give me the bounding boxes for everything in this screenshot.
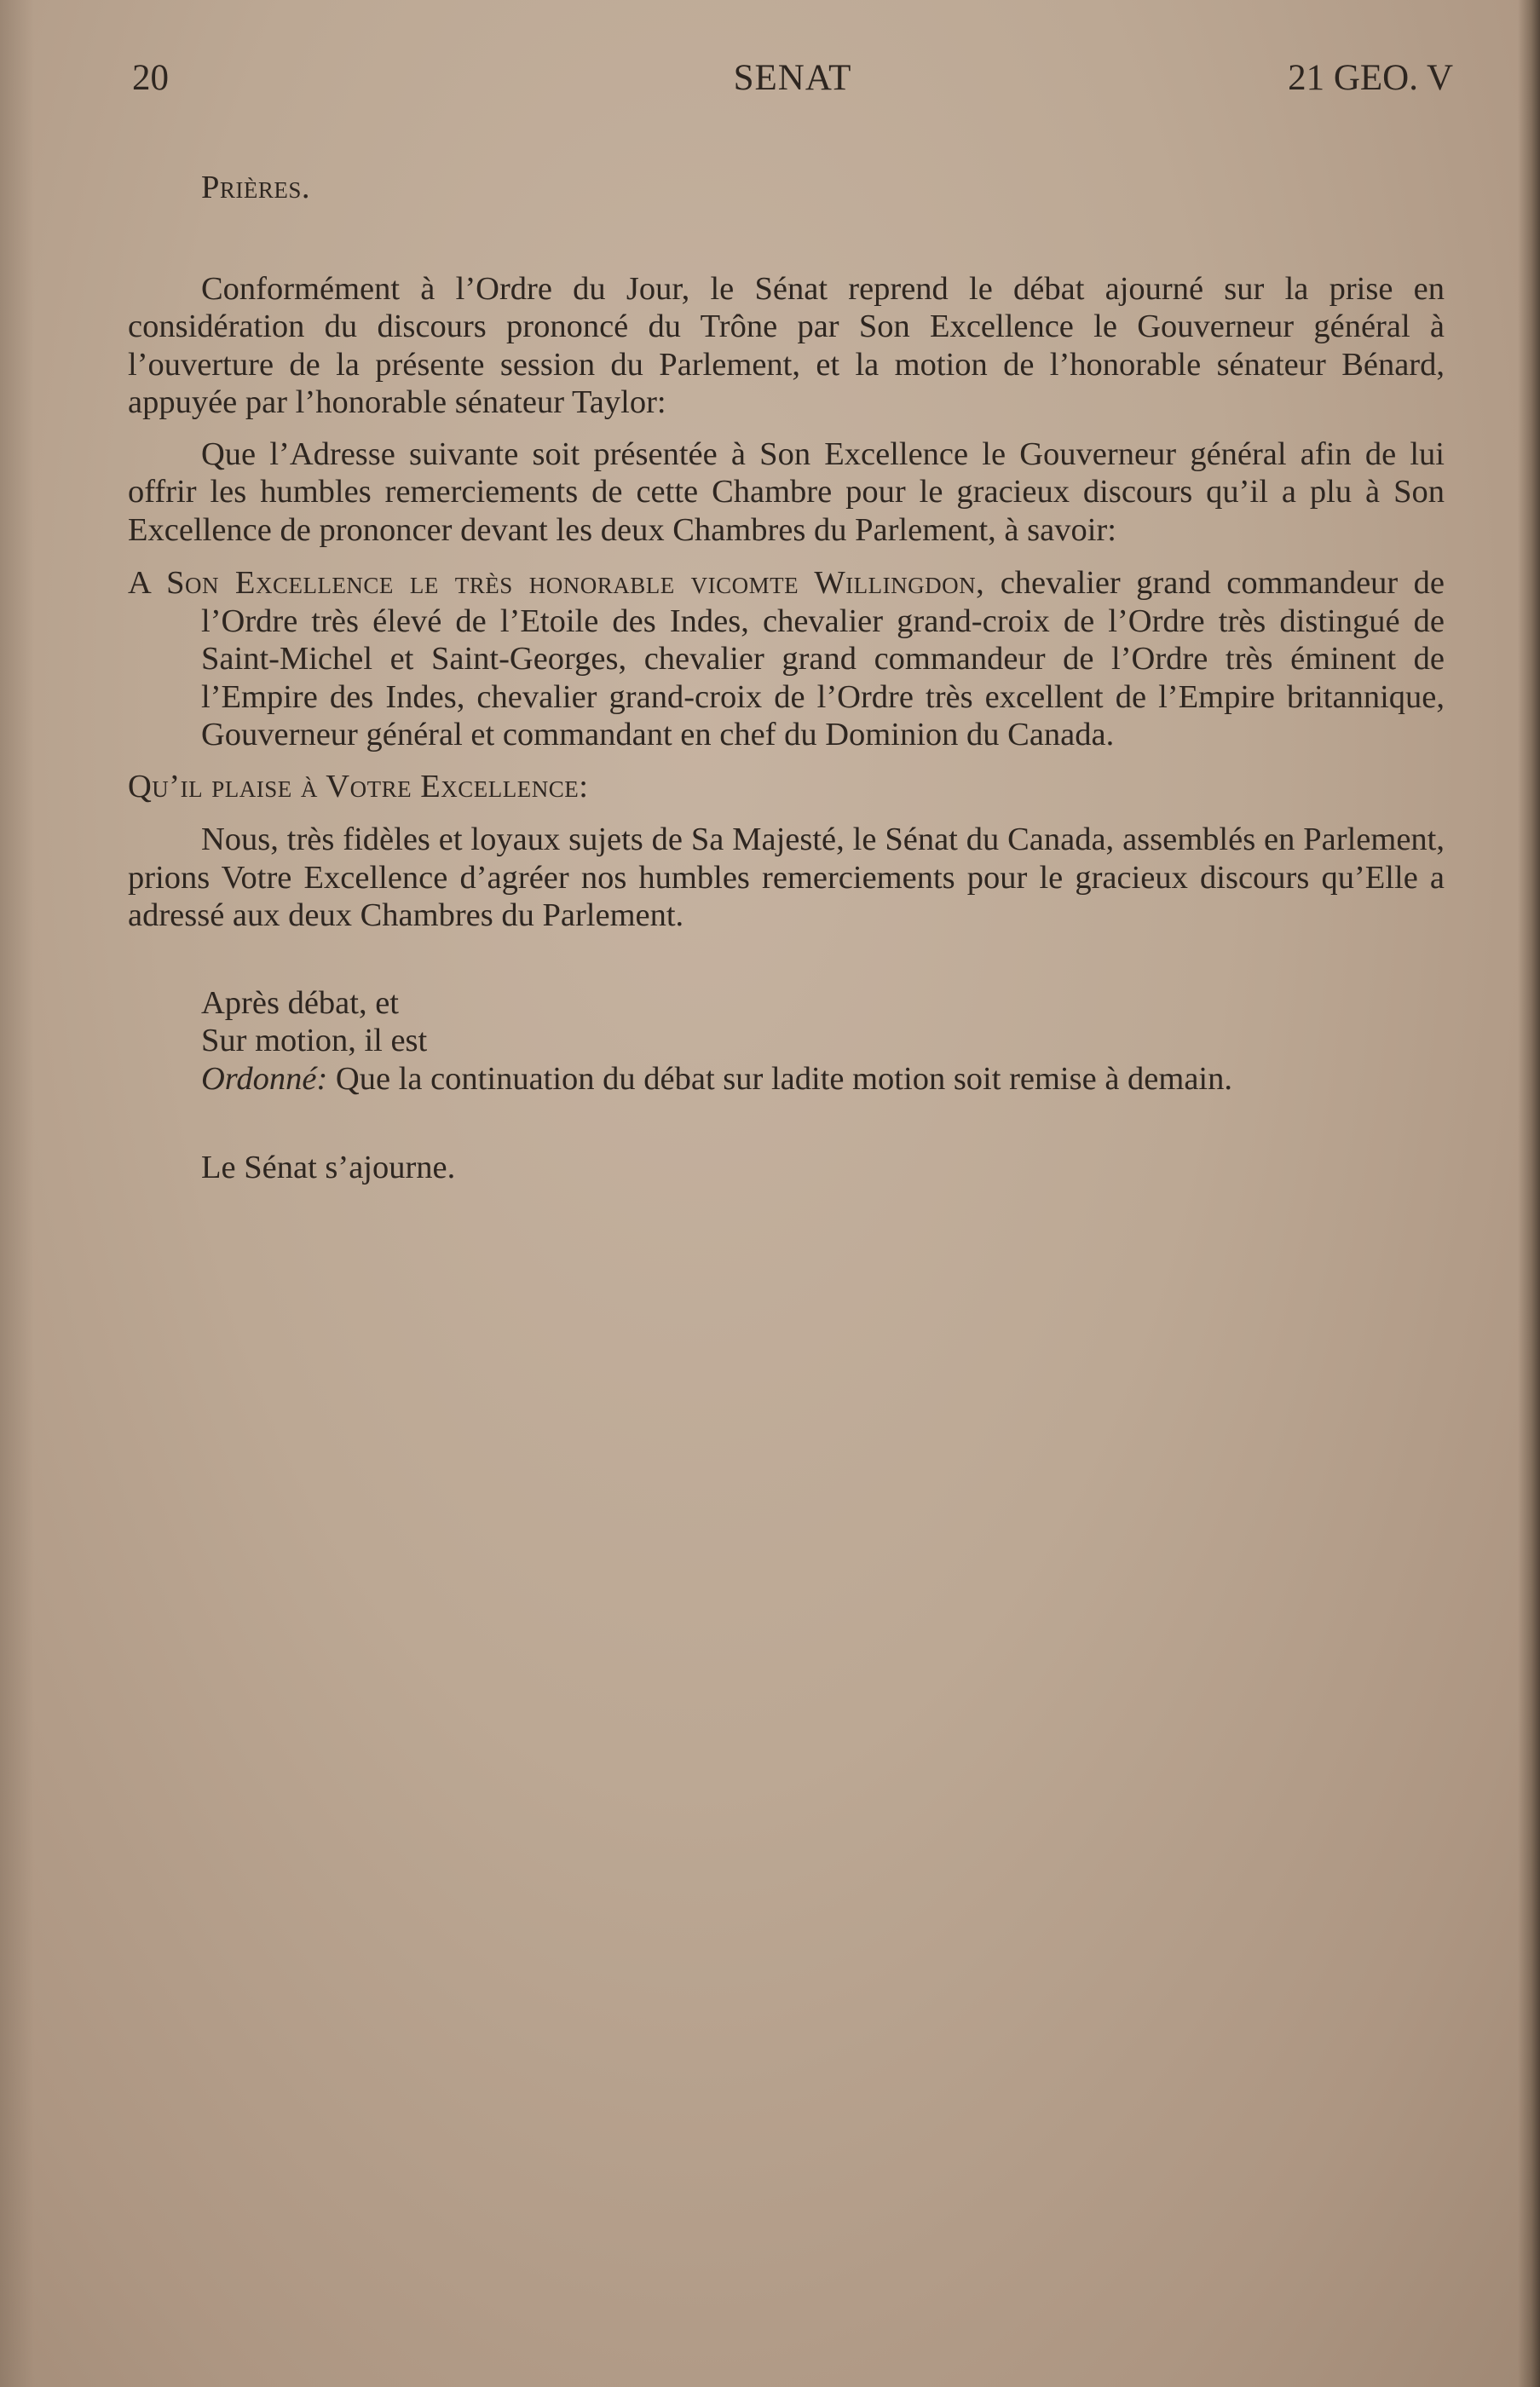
closing-line: Le Sénat s’ajourne.: [201, 1150, 456, 1185]
sur-motion: Sur motion, il est: [201, 1023, 428, 1058]
header-session: 21 GEO. V: [1288, 58, 1453, 98]
section-prieres: Prières.: [201, 170, 311, 205]
page-right-edge: [1518, 0, 1540, 2387]
page-body: [128, 169, 1445, 1187]
page-number: 20: [132, 58, 169, 98]
page-left-shadow: [0, 0, 34, 2387]
ordonne-paragraph: [128, 1060, 1445, 1098]
apres-debat: Après débat, et: [201, 984, 399, 1021]
paragraph-nous: Nous, très fidèles et loyaux sujets de Sa Majesté, le Sénat du Canada, assemblés en Parlement, prions Votre Excellence d’agréer nos humbles remerciements pour le gracieux discours qu’Elle a adressé aux deux Chambres du Parlement.: [128, 822, 1445, 933]
running-header: [132, 53, 1453, 104]
ordonne-label: Ordonné:: [201, 1060, 328, 1097]
paragraph-adresse: Que l’Adresse suivante soit présentée à Son Excellence le Gouverneur général afin de lui offrir les humbles remerciements de cette Chambre pour le gracieux discours qu’il a plu à Son Excellence de prononcer devant les deux Chambres du Parlement, à savoir:: [128, 435, 1445, 548]
ordonne-text: Que la continuation du débat sur ladite motion soit remise à demain.: [327, 1060, 1232, 1097]
address-to-governor: [128, 564, 1445, 754]
paragraph-conformement: Conformément à l’Ordre du Jour, le Sénat reprend le débat ajourné sur la prise en considération du discours prononcé du Trône par Son Excellence le Gouverneur général à l’ouverture de la présente session du Parlement, et la motion de l’honorable sénateur Bénard, appuyée par l’honorable sénateur Taylor:: [128, 270, 1445, 420]
salutation: Qu’il plaise à Votre Excellence:: [128, 768, 589, 804]
address-titles: chevalier grand commandeur de l’Ordre très élevé de l’Etoile des Indes, chevalier grand-croix de l’Ordre très distingué de Saint-Michel et Saint-Georges, chevalier grand commandeur de l’Ordre très éminent de l’Empire des Indes, chevalier grand-croix de l’Ordre très excellent de l’Empire britannique, Gouverneur général et commandant en chef du Dominion du Canada.: [201, 565, 1445, 752]
header-title: SENAT: [733, 58, 852, 98]
address-lead: A Son Excellence le très honorable vicomte Willingdon,: [128, 565, 985, 601]
